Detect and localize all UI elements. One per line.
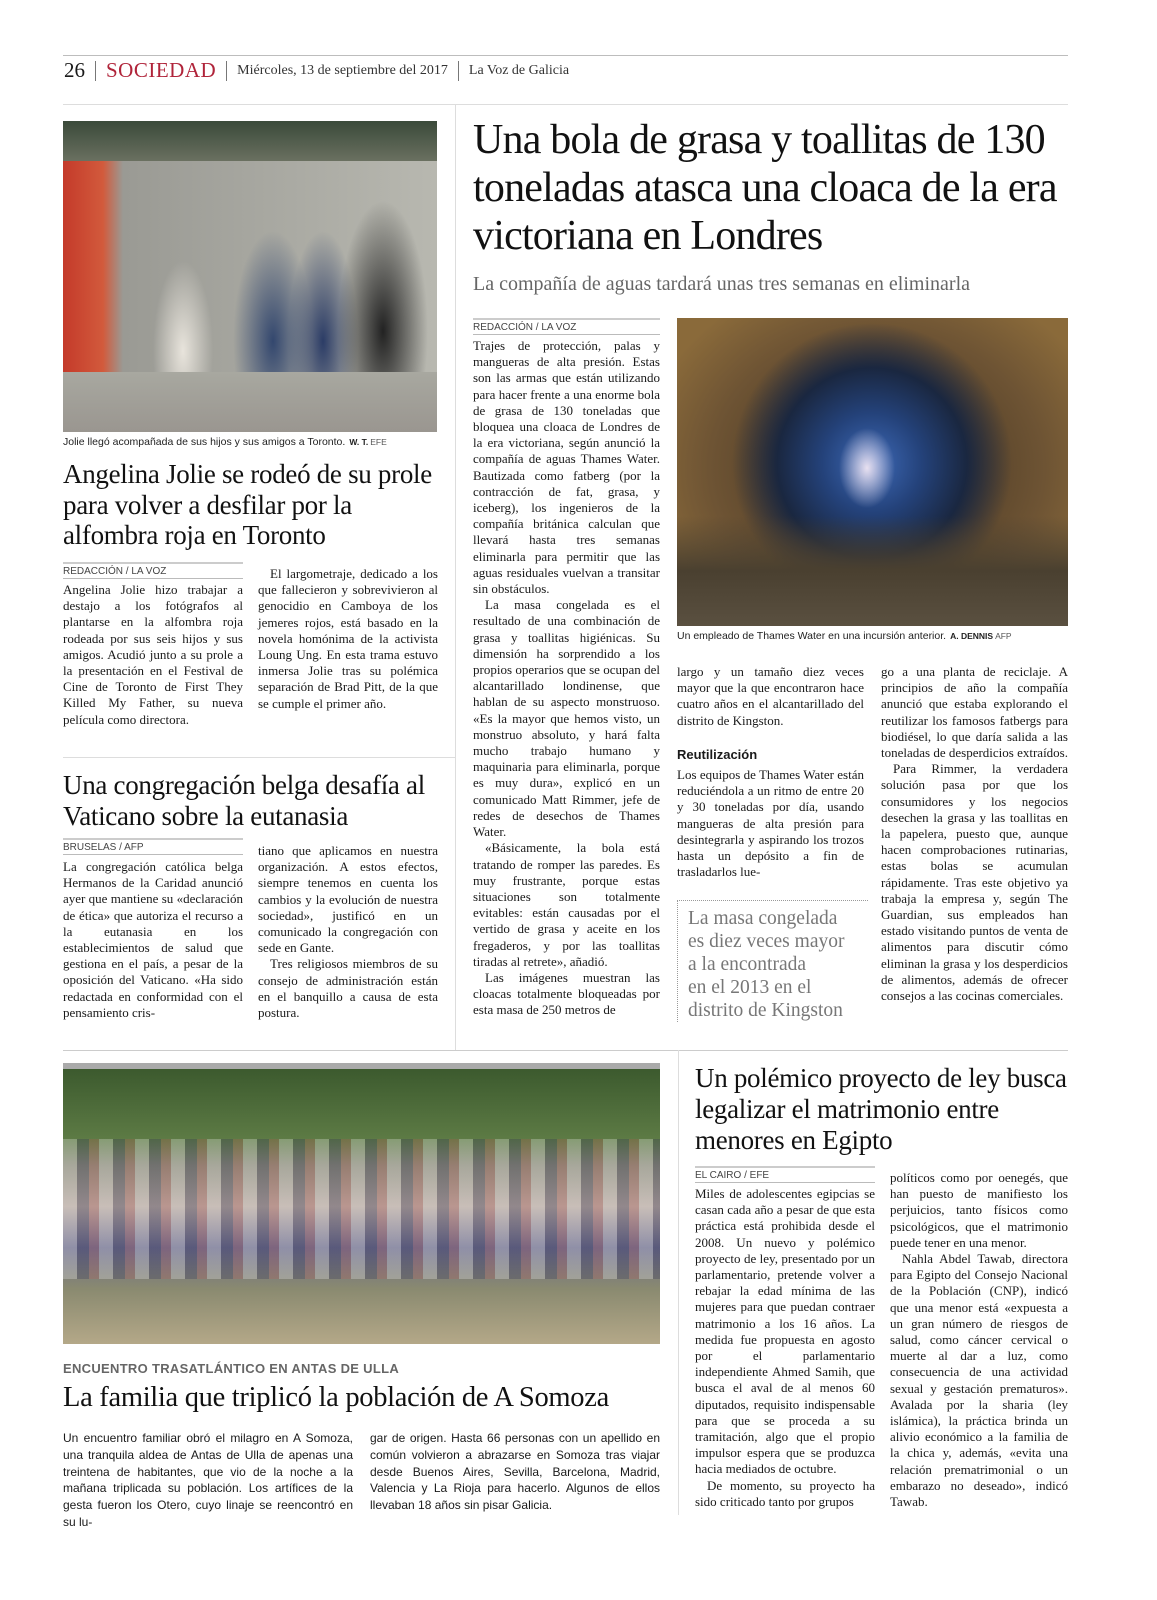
page-header: [64, 58, 569, 83]
top-rule: [63, 55, 1068, 56]
fatberg-subtitle: La compañía de aguas tardará unas tres semanas en eliminarla: [473, 273, 971, 295]
caption-text: Un empleado de Thames Water en una incursión anterior.: [677, 630, 947, 642]
fatberg-column-3: [881, 664, 1068, 1004]
egipto-column-2: [890, 1170, 1068, 1510]
jolie-photo-caption: [63, 436, 387, 448]
bottom-column-divider: [678, 1050, 679, 1515]
somoza-column-1: [63, 1430, 353, 1531]
paragraph: Miles de adolescentes egipcias se casan cada año a pesar de que esta práctica está prohibida desde el 2008. Un nuevo y polémico proyecto de ley, presentado por un parlamentario, pretende volver a rebajar la edad mínima de las mujeres para que puedan contraer matrimonio a los 16 años. La medida fue propuesta en agosto por el parlamentario independiente Ahmed Samih, que busca el aval de al menos 60 diputados, requisito indispensable para que se proceda a su tramitación, algo que el propio impulsor espera que se produzca hacia mediados de octubre.: [695, 1186, 875, 1477]
egipto-headline: Un polémico proyecto de ley busca legalizar el matrimonio entre menores en Egipto: [695, 1063, 1067, 1155]
photo-agency: EFE: [370, 437, 387, 447]
jolie-headline: Angelina Jolie se rodeó de su prole para volver a desfilar por la alfombra roja en Toronto: [63, 459, 432, 550]
paragraph: Angelina Jolie hizo trabajar a destajo a los fotógrafos al plantarse en la alfombra roja rodeada por sus seis hijos y sus amigos. Acudió junto a su prole a la presentación en el Festival de Cine de Toronto de First They Killed My Father, su nueva película como directora.: [63, 582, 243, 727]
separator: [95, 61, 96, 81]
paragraph: largo y un tamaño diez veces mayor que la que encontraron hace cuatro años en el alcantarillado del distrito de Kingston.: [677, 664, 864, 728]
paragraph: Nahla Abdel Tawab, directora para Egipto del Consejo Nacional de la Población (CNP), indicó que una menor está «expuesta a un gran número de riesgos de salud, como cáncer cervical o muerte al dar a luz, como consecuencia de una actividad sexual y gestación prematuros». Avalada por la sharia (ley islámica), la práctica brinda un alivio económico a la familia de la chica y, además, «evita una relación prematrimonial o un embarazo no deseado», indicó Tawab.: [890, 1251, 1068, 1510]
section-name: SOCIEDAD: [106, 58, 217, 82]
family-photo: [63, 1063, 660, 1344]
paragraph: Para Rimmer, la verdadera solución pasa por que los consumidores y los negocios desechen la grasa y las toallitas en la papelera, puesto que, aunque hacen comprobaciones rutinarias, estas bolas se acumulan rápidamente. Tras este objetivo ya trabaja la empresa y, según The Guardian, sus empleados han estado visitando puntos de venta de alimentos para discutir cómo eliminan la grasa y los desperdicios de alimentos, además de ofrecer consejos a las cocinas comerciales.: [881, 761, 1068, 1004]
section-divider: [63, 1050, 1068, 1051]
sewer-photo: [677, 318, 1068, 626]
fatberg-column-2: [677, 664, 864, 880]
jolie-photo: [63, 121, 437, 432]
jolie-column-2: [258, 566, 438, 712]
caption-text: Jolie llegó acompañada de sus hijos y sus amigos a Toronto.: [63, 436, 346, 448]
jolie-column-1: [63, 582, 243, 728]
paragraph: tiano que aplicamos en nuestra organización. A estos efectos, siempre tenemos en cuenta los cambios y la evolución de nuestra sociedad», justificó en un comunicado la congregación con sede en Gante.: [258, 843, 438, 956]
issue-date: Miércoles, 13 de septiembre del 2017: [237, 62, 448, 78]
subheading: Reutilización: [677, 746, 758, 762]
fatberg-column-1: [473, 338, 660, 1019]
page-number: 26: [64, 58, 85, 82]
photo-credit: W. T.: [349, 437, 369, 447]
paragraph: Un encuentro familiar obró el milagro en A Somoza, una tranquila aldea de Antas de Ulla de apenas una treintena de habitantes, que vio de la noche a la mañana triplicada su población. Los artífices de la gesta fueron los Otero, cuyo linaje se reencontró en su lu-: [63, 1431, 353, 1529]
sewer-photo-caption: [677, 630, 1012, 642]
somoza-headline: La familia que triplicó la población de A Somoza: [63, 1382, 609, 1413]
publication-name: La Voz de Galicia: [468, 62, 570, 78]
header-bottom-rule: [63, 104, 1068, 105]
paragraph: La congregación católica belga Hermanos de la Caridad anunció ayer que mantiene su «declaración de ética» que autoriza el recurso a la eutanasia en los establecimientos de salud que gestiona en el país, a pesar de la oposición del Vaticano. «Ha sido redactada en conformidad con el pensamiento cris-: [63, 859, 243, 1020]
paragraph: De momento, su proyecto ha sido criticado tanto por grupos: [695, 1477, 875, 1509]
paragraph: go a una planta de reciclaje. A principios de año la compañía anunció que estaba explorando el reutilizar los famosos fatbergs para biodiésel, lo que daría salida a las toneladas de desperdicios extraídos.: [881, 664, 1068, 761]
eutanasia-headline: Una congregación belga desafía al Vaticano sobre la eutanasia: [63, 770, 425, 831]
eutanasia-byline: BRUSELAS / AFP: [63, 838, 243, 855]
somoza-kicker: ENCUENTRO TRASATLÁNTICO EN ANTAS DE ULLA: [63, 1361, 400, 1376]
eutanasia-column-2: [258, 843, 438, 1021]
separator: [226, 61, 227, 81]
somoza-column-2: [370, 1430, 660, 1514]
pull-quote-line: en el 2013 en el: [688, 977, 812, 998]
pull-quote-line: a la encontrada: [688, 954, 807, 975]
paragraph: «Básicamente, la bola está tratando de romper las paredes. Es muy frustrante, porque estas situaciones son totalmente evitables: están causadas por el vertido de grasa y aceite en los fregaderos, y por las toallitas tiradas al retrete», añadió.: [473, 840, 660, 969]
photo-agency: AFP: [995, 631, 1012, 641]
pull-quote: [677, 900, 868, 1022]
paragraph: Los equipos de Thames Water están reduciéndola a un ritmo de entre 20 y 30 toneladas por día, usando mangueras de alta presión para desintegrarla y aspirando los trozos hasta un depósito a fin de trasladarlos lue-: [677, 767, 864, 880]
column-divider: [455, 105, 456, 1050]
paragraph: políticos como por oenegés, que han puesto de manifiesto los perjuicios, tanto físicos como psicológicos, que el matrimonio puede tener en una menor.: [890, 1170, 1068, 1250]
pull-quote-line: distrito de Kingston: [688, 1000, 843, 1021]
paragraph: Tres religiosos miembros de su consejo de administración están en el banquillo a causa de esta postura.: [258, 956, 438, 1021]
fatberg-headline: Una bola de grasa y toallitas de 130 toneladas atasca una cloaca de la era victoriana en Londres: [473, 117, 1057, 259]
photo-credit: A. DENNIS: [950, 631, 994, 641]
eutanasia-column-1: [63, 859, 243, 1021]
fatberg-byline: REDACCIÓN / LA VOZ: [473, 318, 660, 335]
jolie-byline: REDACCIÓN / LA VOZ: [63, 562, 243, 579]
paragraph: El largometraje, dedicado a los que fallecieron y sobrevivieron al genocidio en Camboya de los jemeres rojos, está basado en la novela homónima de la activista Loung Ung. En esta trama estuvo inmersa Jolie tras su polémica separación de Brad Pitt, de la que se cumple el primer año.: [258, 566, 438, 711]
article-divider: [63, 757, 455, 758]
pull-quote-line: La masa congelada: [688, 908, 838, 929]
egipto-byline: EL CAIRO / EFE: [695, 1166, 875, 1183]
paragraph: Las imágenes muestran las cloacas totalmente bloqueadas por esta masa de 250 metros de: [473, 969, 660, 1018]
pull-quote-line: es diez veces mayor: [688, 931, 845, 952]
paragraph: gar de origen. Hasta 66 personas con un apellido en común volvieron a abrazarse en Somoza tras viajar desde Buenos Aires, Sevilla, Barcelona, Madrid, Valencia y La Rioja para hacerlo. Algunos de ellos llevaban 18 años sin pisar Galicia.: [370, 1431, 660, 1513]
paragraph: Trajes de protección, palas y mangueras de alta presión. Estas son las armas que están utilizando para hacer frente a una enorme bola de grasa de 130 toneladas que bloquea una cloaca de Londres de la era victoriana, según anunció la compañía de aguas Thames Water. Bautizada como fatberg (por la contracción de fat, grasa, y iceberg), los ingenieros de la compañía británica calculan que llevará hasta tres semanas eliminarla para permitir que las aguas residuales vuelvan a transitar sin obstáculos.: [473, 338, 660, 597]
separator: [458, 61, 459, 81]
egipto-column-1: [695, 1186, 875, 1510]
paragraph: La masa congelada es el resultado de una combinación de grasa y toallitas higiénicas. Su dimensión ha sorprendido a los propios operarios que se ocupan del alcantarillado londinense, que hablan de su aspecto monstruoso. «Es la mayor que hemos visto, un monstruo absoluto, y hará falta mucho trabajo humano y maquinaria para eliminarla, porque es muy dura», explicó en un comunicado Matt Rimmer, jefe de redes de desechos de Thames Water.: [473, 597, 660, 840]
